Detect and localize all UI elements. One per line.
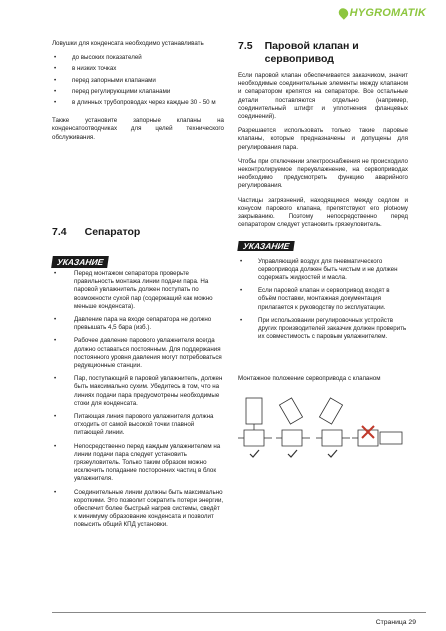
- list-item: • в низких точках: [52, 65, 224, 73]
- separator-notes: [52, 270, 224, 535]
- list-item: • Управляющий воздух для пневматического сервопривода должен быть чистым и не должен содержать жидкостей и масла.: [238, 258, 408, 283]
- paragraph: Частицы загрязнений, находящиеся между седлом и конусом парового клапана, препятствуют его plotному закрыванию. Поэтому непосредственно перед сепаратором следует установить грязеуловитель.: [238, 196, 408, 229]
- figure-caption: Монтажное положение сервопривода с клапаном: [238, 375, 381, 383]
- list-item: • Рабочее давление парового увлажнителя всегда должно оставаться постоянным. Для поддержания постоянного уровня давления могут потребоваться редукционные станции.: [52, 337, 224, 370]
- check-icon: [250, 450, 337, 457]
- list-item: • Давление пара на входе сепаратора не должно превышать 4,5 бара (изб.).: [52, 316, 224, 332]
- drop-icon: [336, 6, 349, 19]
- list-item: • до высоких показателей: [52, 54, 224, 62]
- section-heading-7-4: [52, 226, 140, 239]
- page-number: Страница 29: [375, 619, 416, 626]
- list-item: • Пар, поступающий в паровой увлажнитель, должен быть максимально сухим. Убедитесь в том, что на линиях подачи пара предусмотрены необходимые стоки для конденсата.: [52, 375, 224, 408]
- note-badge: УКАЗАНИЕ: [237, 241, 295, 251]
- left-column-top: [52, 40, 224, 148]
- mounting-position-figure: [238, 392, 408, 462]
- actuator-shape: [246, 398, 262, 424]
- hygromatik-logo: [339, 7, 426, 19]
- note-badge: УКАЗАНИЕ: [51, 256, 109, 268]
- valve-diagram: [238, 392, 408, 462]
- maintenance-para: Также установите запорные клапаны на конденсатоотводчиках для целей технического обслуживания.: [52, 117, 224, 141]
- paragraph: Чтобы при отключении электроснабжения не происходило неконтролируемое переувлажнение, на сервоприводах необходимо предусмотреть функцию аварийного регулирования.: [238, 157, 408, 190]
- list-item: • Перед монтажом сепаратора проверьте правильность монтажа линии подачи пара. На паровой увлажнитель должен поступать по возможности сухой пар (содержащий как можно меньше конденсата).: [52, 270, 224, 311]
- paragraph: Если паровой клапан обеспечивается заказчиком, значит необходимые соединительные элементы между клапаном и сепаратором крепятся на сепараторе. Все остальные детали поставляются отдельно (например, соединительный штифт и уплотнения фланцевых соединений).: [238, 72, 408, 121]
- paragraph: Разрешается использовать только такие паровые клапаны, которые предназначены и допущены для регулирования пара.: [238, 127, 408, 151]
- valve-notes: [238, 258, 408, 342]
- footer-divider: [52, 612, 426, 613]
- list-item: • При использовании регулировочных устройств других производителей заказчик должен проверить их совместимость с паровым увлажнителем.: [238, 317, 408, 342]
- trap-intro: Ловушки для конденсата необходимо устанавливать: [52, 40, 204, 47]
- trap-list: [52, 54, 224, 107]
- section-heading-7-5: [238, 40, 408, 66]
- section-title: Паровой клапан и сервопривод: [264, 40, 359, 65]
- list-item: • перед запорными клапанами: [52, 77, 224, 85]
- list-item: • Непосредственно перед каждым увлажнителем на линии подачи пара следует установить грязеуловитель. Только таким образом можно исключить попадание посторонних частиц в блок увлажнителя.: [52, 443, 224, 484]
- logo-text: HYGROMATIK: [349, 7, 426, 19]
- list-item: • Питающая линия парового увлажнителя должна отходить от самой высокой точки главной питающей линии.: [52, 413, 224, 438]
- section-title: Сепаратор: [84, 226, 141, 238]
- list-item: • в длинных трубопроводах через каждые 30 - 50 м: [52, 99, 224, 107]
- list-item: • Если паровой клапан и сервопривод входят в объём поставки, монтажная документация прилагается к руководству по эксплуатации.: [238, 287, 408, 312]
- list-item: • перед регулирующими клапанами: [52, 88, 224, 96]
- cross-icon: [362, 426, 374, 438]
- list-item: • Соединительные линии должны быть максимально короткими. Это позволит сократить потери энергии, обеспечит более быстрый нагрев системы, сведёт к минимуму образование конденсата и позволит повысить общий КПД установки.: [52, 489, 224, 530]
- section-number: 7.4: [52, 226, 67, 238]
- right-column: [238, 40, 408, 462]
- section-number: 7.5: [238, 40, 253, 52]
